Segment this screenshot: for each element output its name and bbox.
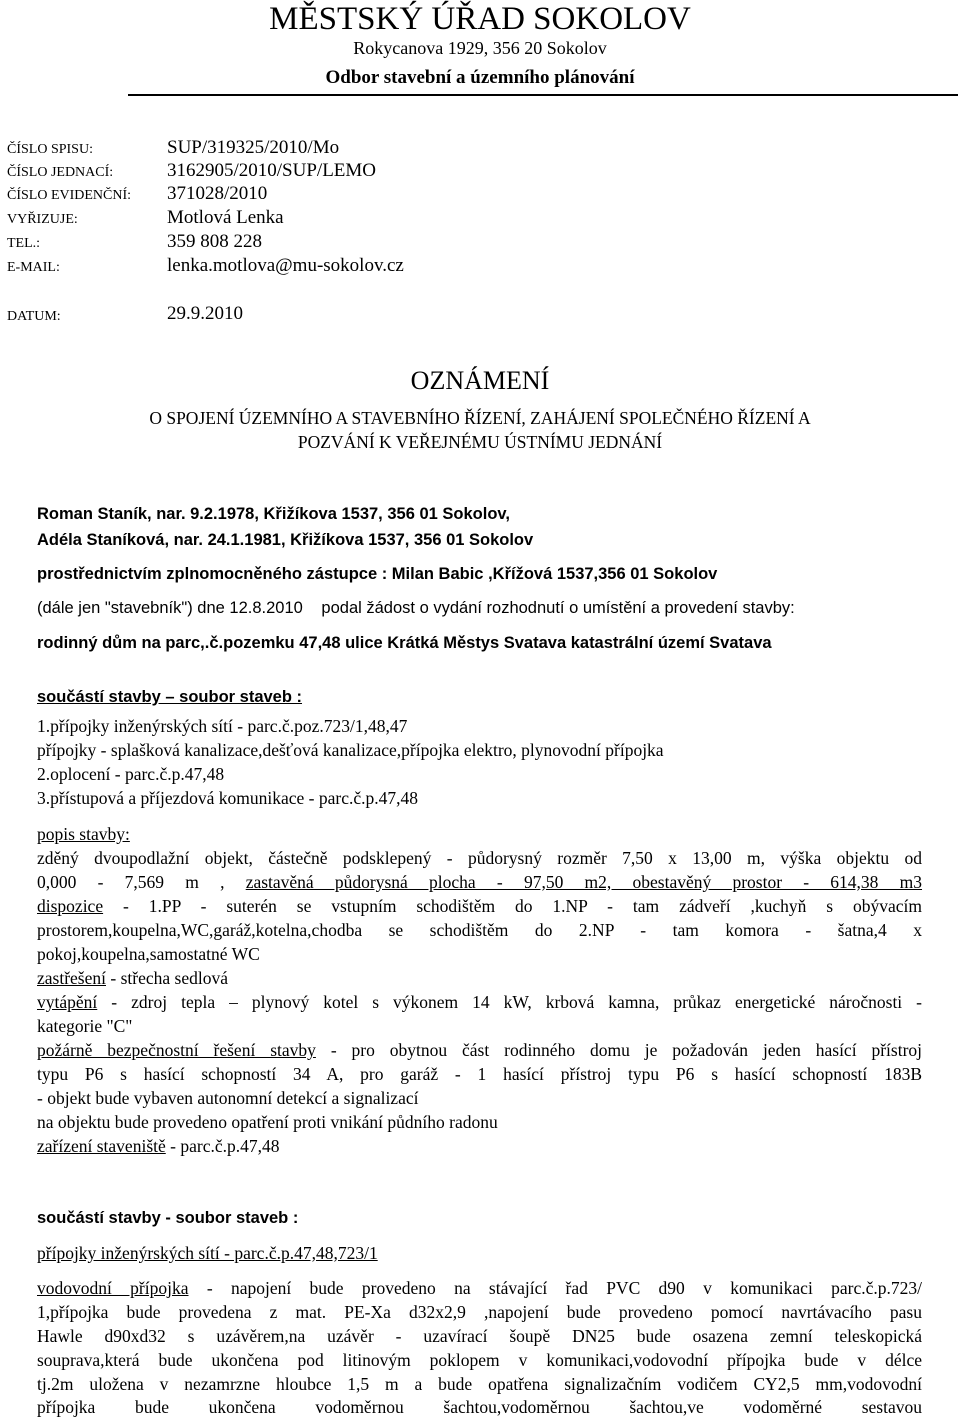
meta-label: ČÍSLO SPISU: [7,142,93,157]
meta-label: VYŘIZUJE: [7,212,78,227]
heating-text: - zdroj tepla – plynový kotel s výkonem 14 kW, krbová kamna, průkaz energetické náročnosti - [111,992,923,1012]
roof-text: - střecha sedlová [110,968,228,988]
utilities-line: přípojky inženýrských sítí - parc.č.p.47,48,723/1 [37,1243,378,1263]
office-address: Rokycanova 1929, 356 20 Sokolov [353,38,607,58]
parts-line: 1.přípojky inženýrských sítí - parc.č.poz.723/1,48,47 [37,716,408,736]
request-line [37,598,795,619]
department-name: Odbor stavební a územního plánování [325,67,635,88]
water-line: souprava,která bude ukončena pod litinovým poklopem v komunikaci,vodovodní přípojka bude v délce [37,1350,922,1370]
water-line: Hawle d90xd32 s uzávěrem,na uzávěr - uzavírací šoupě DN25 bude osazena zemní teleskopická [37,1326,922,1346]
meta-label: ČÍSLO JEDNACÍ: [7,165,114,180]
description-line [37,895,922,917]
meta-value: SUP/319325/2010/Mo [167,137,340,158]
parts-heading: součástí stavby – soubor staveb : [37,688,303,706]
fire-label: požárně bezpečnostní řešení stavby [37,1040,316,1060]
parts-line: 3.přístupová a příjezdová komunikace - parc.č.p.47,48 [37,788,418,808]
date-value: 29.9.2010 [167,303,243,324]
fire-line: typu P6 s hasící schopností 34 A, pro garáž - 1 hasící přístroj typu P6 s hasící schopností 183B [37,1064,922,1084]
water-line [37,1277,922,1299]
fire-line [37,1039,922,1061]
parts-line: přípojky - splašková kanalizace,dešťová kanalizace,přípojka elektro, plynovodní přípojka [37,740,664,760]
description-line: prostorem,koupelna,WC,garáž,kotelna,chodba se schodištěm do 2.NP - tam komora - šatna,4 x [37,920,922,940]
agent-line: prostřednictvím zplnomocněného zástupce : Milan Babic ,Křížová 1537,356 01 Sokolov [37,565,718,583]
header-rule [128,94,958,96]
meta-label: ČÍSLO EVIDENČNÍ: [7,188,132,203]
description-line: pokoj,koupelna,samostatné WC [37,944,260,964]
meta-label: TEL.: [7,236,41,251]
heating-label: vytápění [37,992,98,1012]
notice-title: OZNÁMENÍ [410,366,550,395]
applicant-line: Roman Staník, nar. 9.2.1978, Křižíkova 1537, 356 01 Sokolov, [37,505,510,523]
meta-value: Motlová Lenka [167,207,284,228]
water-line: tj.2m uložena v nezamrzne hloubce 1,5 m a bude opatřena signalizačním vodičem CY2,5 mm,vodovodní [37,1374,922,1394]
building-line: rodinný dům na parc,.č.pozemku 47,48 ulice Krátká Městys Svatava katastrální území Svatava [37,634,772,652]
description-text: zastavěná půdorysná plocha - 97,50 m2, obestavěný prostor - 614,38 m3 [245,872,923,892]
description-line [37,871,922,893]
site-text: - parc.č.p.47,48 [170,1136,280,1156]
roof-line [37,967,228,989]
notice-subtitle: POZVÁNÍ K VEŘEJNÉMU ÚSTNÍMU JEDNÁNÍ [297,432,663,452]
heating-line [37,991,922,1013]
layout-label: dispozice [37,896,104,916]
description-line: zděný dvoupodlažní objekt, částečně podsklepený - půdorysný rozměr 7,50 x 13,00 m, výška objektu od [37,848,922,868]
request-text: podal žádost o vydání rozhodnutí o umístění a provedení stavby: [321,599,795,617]
water-text: - napojení bude provedeno na stávající řad PVC d90 v komunikaci parc.č.p.723/ [206,1278,923,1298]
office-title: MĚSTSKÝ ÚŘAD SOKOLOV [269,1,691,37]
water-label: vodovodní přípojka [37,1278,189,1298]
meta-value: 359 808 228 [167,231,262,252]
meta-label: E-MAIL: [7,260,60,275]
applicant-line: Adéla Staníková, nar. 24.1.1981, Křižíkova 1537, 356 01 Sokolov [37,531,534,549]
fire-text: - pro obytnou část rodinného domu je požadován jeden hasící přístroj [330,1040,923,1060]
notice-subtitle: O SPOJENÍ ÚZEMNÍHO A STAVEBNÍHO ŘÍZENÍ, ZAHÁJENÍ SPOLEČNÉHO ŘÍZENÍ A [149,408,811,428]
site-line [37,1135,279,1157]
request-prefix: (dále jen "stavebník") dne 12.8.2010 [37,599,303,617]
description-text: - 1.PP - suterén se vstupním schodištěm do 1.NP - tam zádveří ,kuchyň s obývacím [123,896,923,916]
date-label: DATUM: [7,309,61,324]
site-label: zařízení staveniště [37,1136,166,1156]
description-text: 0,000 - 7,569 m , [37,872,225,892]
heating-line: kategorie "C" [37,1016,133,1036]
water-line: přípojka bude ukončena vodoměrnou šachtou,vodoměrnou šachtou,ve vodoměrné sestavou [37,1397,922,1417]
description-heading: popis stavby: [37,824,130,844]
fire-line: - objekt bude vybaven autonomní detekcí a signalizací [37,1088,419,1108]
roof-label: zastřešení [37,968,106,988]
water-line: 1,přípojka bude provedena z mat. PE-Xa d32x2,9 ,napojení bude provedeno pomocí navrtávacího pasu [37,1302,922,1322]
parts-heading: součástí stavby - soubor staveb : [37,1209,299,1227]
meta-value: 371028/2010 [167,183,268,204]
radon-line: na objektu bude provedeno opatření proti vnikání půdního radonu [37,1112,498,1132]
parts-line: 2.oplocení - parc.č.p.47,48 [37,764,225,784]
email-value: lenka.motlova@mu-sokolov.cz [167,255,404,276]
meta-value: 3162905/2010/SUP/LEMO [167,160,377,181]
